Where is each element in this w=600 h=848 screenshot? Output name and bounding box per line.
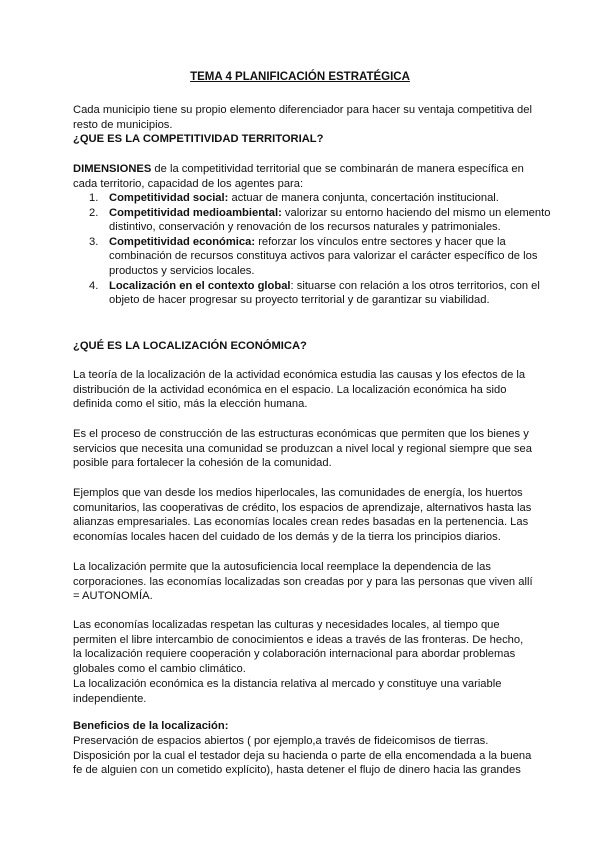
list-item-text: valorizar su entorno haciendo del mismo un elemento distintivo, conservación y renovación de los recursos naturales y patrimoniales. xyxy=(109,206,551,234)
dimensiones-label: DIMENSIONES xyxy=(73,163,152,175)
list-item xyxy=(89,279,569,308)
list-item-label: Competitividad social: xyxy=(109,192,229,204)
list-item-label: Competitividad económica: xyxy=(109,235,256,248)
list-item-number: 4. xyxy=(89,279,99,292)
paragraph-culturas: Las economías localizadas respetan las culturas y necesidades locales, al tiempo que permiten el libre intercambio de conocimientos e ideas a través de las fronteras. De hecho, la localización requiere cooperación y colaboración internacional para abordar problemas globales como el cambio climático. xyxy=(73,619,524,675)
list-item-text: reforzar los vínculos entre sectores y hacer que la combinación de recursos constituya activos para valorizar el carácter específico de los productos y servicios locales. xyxy=(109,235,538,277)
heading-competitividad-territorial: ¿QUE ES LA COMPETITIVIDAD TERRITORIAL? xyxy=(73,133,324,145)
list-item-number: 2. xyxy=(89,206,99,219)
list-item-label: Competitividad medioambiental: xyxy=(109,206,282,219)
heading-localizacion-economica: ¿QUÉ ES LA LOCALIZACIÓN ECONÓMICA? xyxy=(73,340,307,352)
list-item-text: : situarse con relación a los otros territorios, con el objeto de hacer progresar su proyecto territorial y de garantizar su viabilidad. xyxy=(109,279,540,307)
list-item-number: 1. xyxy=(89,192,99,204)
list-item-text: actuar de manera conjunta, concertación institucional. xyxy=(228,192,499,204)
paragraph-ejemplos: Ejemplos que van desde los medios hiperlocales, las comunidades de energía, los huertos comunitarios, las cooperativas de crédito, los espacios de aprendizaje, alternativos hasta las alianzas empresariales. Las economías locales crean redes basadas en la pertenencia. Las economías locales hacen del cuidado de los demás y de la tierra los principios diarios. xyxy=(73,487,532,543)
paragraph-teoria: La teoría de la localización de la actividad económica estudia las causas y los efectos de la distribución de la actividad económica en el espacio. La localización económica ha sido definida como el sitio, más la elección humana. xyxy=(73,369,526,411)
intro-paragraph: Cada municipio tiene su propio elemento diferenciador para hacer su ventaja competitiva del resto de municipios. xyxy=(73,104,532,131)
dimensiones-list xyxy=(73,191,569,308)
list-item xyxy=(89,206,569,235)
list-item-number: 3. xyxy=(89,235,99,248)
page-title: TEMA 4 PLANIFICACIÓN ESTRATÉGICA xyxy=(190,71,410,83)
dimensiones-paragraph xyxy=(73,162,533,191)
paragraph-distancia: La localización económica es la distancia relativa al mercado y constituye una variable independiente. xyxy=(73,678,502,705)
paragraph-autosuficiencia: La localización permite que la autosuficiencia local reemplace la dependencia de las corporaciones. las economías localizadas son creadas por y para las personas que viven allí = AUTONOMÍA. xyxy=(73,561,533,603)
heading-beneficios: Beneficios de la localización: xyxy=(73,720,229,732)
dimensiones-text: de la competitividad territorial que se combinarán de manera específica en cada territorio, capacidad de los agentes para: xyxy=(73,163,524,190)
list-item xyxy=(89,191,569,206)
list-item xyxy=(89,235,569,279)
list-item-label: Localización en el contexto global xyxy=(109,279,291,292)
paragraph-proceso: Es el proceso de construcción de las estructuras económicas que permiten que los bienes y servicios que necesita una comunidad se produzcan a nivel local y regional siempre que sea posible para fortalecer la cohesión de la comunidad. xyxy=(73,428,532,470)
paragraph-beneficios: Preservación de espacios abiertos ( por ejemplo,a través de fideicomisos de tierras. Disposición por la cual el testador deja su hacienda o parte de ella encomendada a la buena fe de alguien con un cometido explícito), hasta detener el flujo de dinero hacia las grandes xyxy=(73,735,532,777)
